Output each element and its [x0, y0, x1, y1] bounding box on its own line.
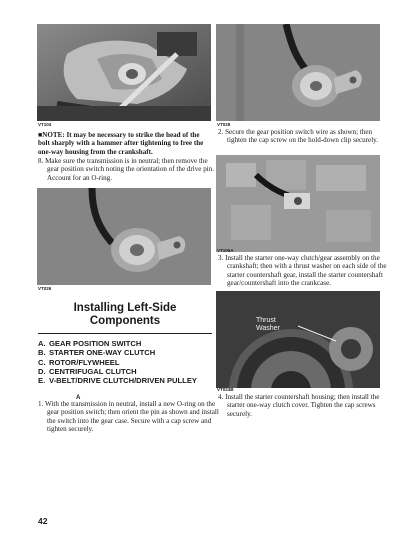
figure-id: VT105A	[217, 248, 234, 253]
list-item	[38, 339, 214, 348]
section-heading-line1: Installing Left-Side	[73, 302, 177, 314]
step-4: 4. Install the starter countershaft housing; then install the starter one-way clutch cover. Tighten the cap screws securely.	[218, 393, 380, 418]
step-8: 8. Make sure the transmission is in neutral; then remove the gear position switch noting the orientation of the drive pin. Account for an O-ring.	[38, 157, 215, 182]
section-heading-line2: Components	[89, 314, 161, 327]
list-letter: B.	[38, 348, 46, 358]
section-heading	[38, 302, 212, 327]
note-body: It may be necessary to strike the head of the bolt sharply with a hammer after tightening to free the one-way housing from the crankshaft.	[38, 131, 204, 156]
component-list	[38, 339, 214, 385]
photo-switch-wire	[216, 24, 380, 121]
list-label: CENTRIFUGAL CLUTCH	[49, 366, 137, 376]
photo-hold-down-clip	[216, 155, 380, 252]
list-item	[38, 348, 214, 357]
list-label: ROTOR/FLYWHEEL	[49, 357, 120, 367]
list-letter: D.	[38, 366, 46, 376]
step-1: 1. With the transmission in neutral, install a new O-ring on the gear position switch; then orient the pin as shown and install the switch into the gear case. Secure with a cap screw and tighten securely.	[38, 400, 219, 433]
step-2: 2. Secure the gear position switch wire as shown; then tighten the cap screw on the hold-down clip securely.	[218, 128, 379, 145]
list-label: STARTER ONE-WAY CLUTCH	[49, 348, 156, 358]
heading-underline	[38, 333, 212, 334]
list-item	[38, 367, 214, 376]
list-letter: C.	[38, 357, 46, 367]
figure-id: VT104	[38, 122, 52, 127]
callout-washer: Washer	[256, 325, 280, 332]
list-item	[38, 358, 214, 367]
component-marker: A	[76, 395, 81, 401]
callout-thrust: Thrust	[256, 317, 276, 324]
photo-engine-hammer	[37, 24, 211, 121]
step-3: 3. Install the starter one-way clutch/gear assembly on the crankshaft; then with a thrust washer on each side of the starter countershaft gear, install the starter countershaft gear/countershaft into the crankcase.	[218, 254, 387, 287]
note-prefix: ■NOTE:	[38, 131, 65, 139]
page-number: 42	[38, 516, 48, 526]
photo-gear-position-switch	[37, 188, 211, 285]
list-label: GEAR POSITION SWITCH	[49, 339, 142, 348]
list-item	[38, 376, 214, 385]
figure-id: VT026	[38, 286, 52, 291]
photo-countershaft-gear	[216, 291, 380, 388]
list-label: V-BELT/DRIVE CLUTCH/DRIVEN PULLEY	[49, 376, 197, 386]
figure-id: VT028	[217, 122, 231, 127]
note-paragraph	[38, 131, 212, 156]
list-letter: A.	[38, 339, 46, 348]
figure-id: VT024B	[217, 387, 234, 392]
list-letter: E.	[38, 376, 46, 386]
